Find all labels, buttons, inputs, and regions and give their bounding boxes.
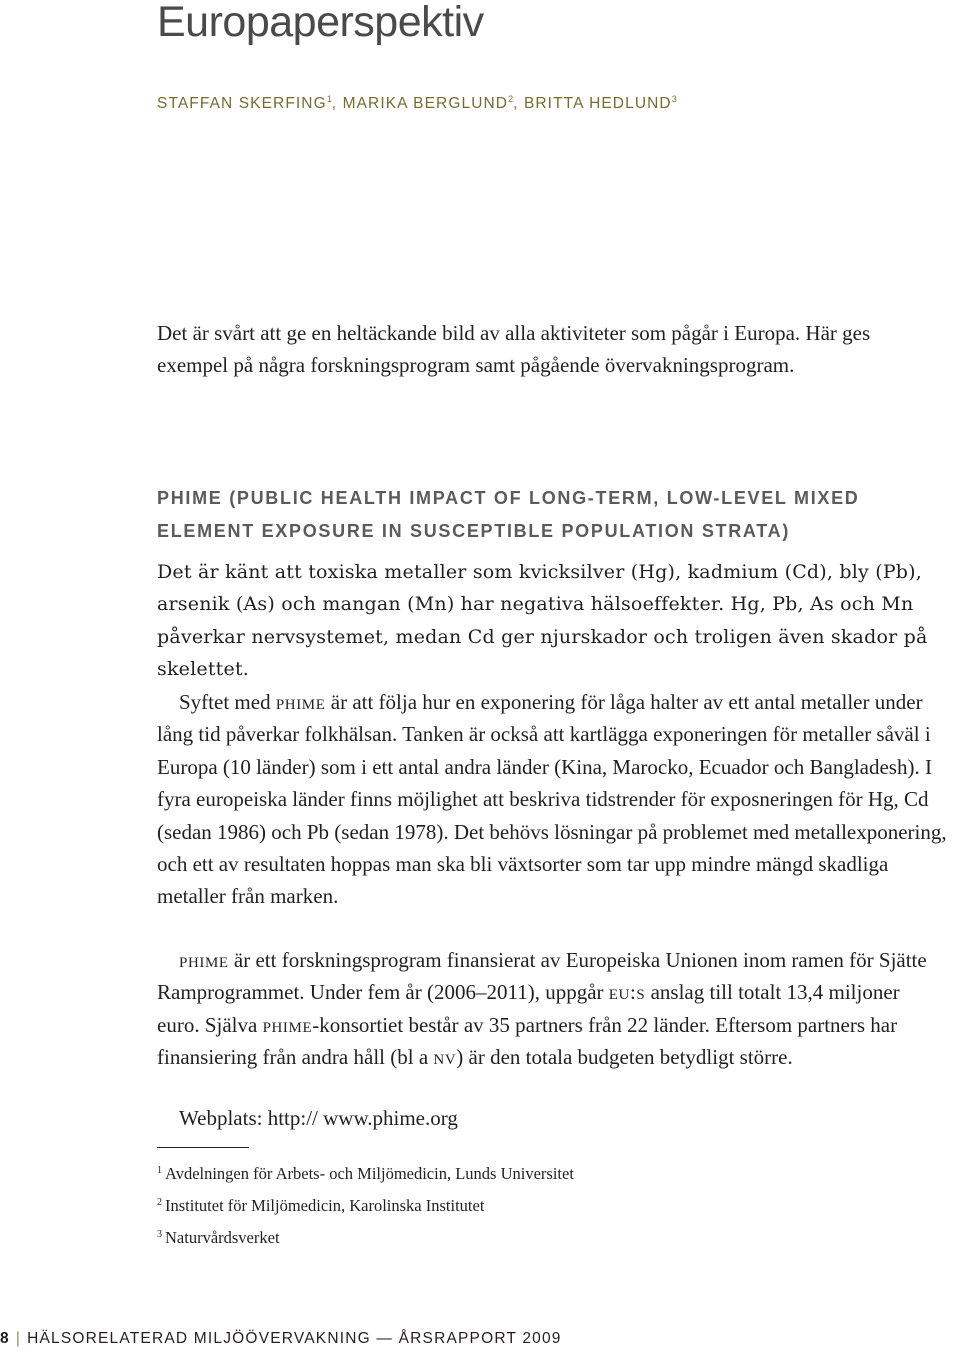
author-name: STAFFAN SKERFING xyxy=(157,95,327,113)
footnote-text: Naturvårdsverket xyxy=(165,1228,280,1247)
footnote xyxy=(157,1164,574,1184)
footer-separator: | xyxy=(15,1330,22,1347)
footnote-divider xyxy=(157,1147,249,1148)
footnote-text: Avdelningen för Arbets- och Miljömedicin, Lunds Universitet xyxy=(165,1164,574,1183)
running-title: HÄLSORELATERAD MILJÖÖVERVAKNING — ÅRSRAPPORT 2009 xyxy=(27,1330,562,1347)
author-ref: 3 xyxy=(671,94,677,104)
acronym-phime: phime xyxy=(275,690,326,714)
acronym-phime: phime xyxy=(262,1012,313,1037)
body-paragraph: Det är känt att toxiska metaller som kvicksilver (Hg), kadmium (Cd), bly (Pb), arsenik (As) och mangan (Mn) har negativa hälsoeffekter. Hg, Pb, As och Mn påverkar nervsystemet, medan Cd ger njurskador och troligen även skador på skelettet. xyxy=(157,561,928,681)
footnote-text: Institutet för Miljömedicin, Karolinska Institutet xyxy=(165,1196,485,1215)
page-number: 8 xyxy=(0,1330,10,1347)
text-run: -konsortiet består av 35 partners från 22 länder. Eftersom partners har finansiering från andra håll (bl a xyxy=(157,1012,898,1070)
page-footer xyxy=(0,1330,562,1348)
acronym-phime: phime xyxy=(179,948,229,972)
author-line: STAFFAN SKERFING$^1$, MARIKA BERGLUND$^2$, BRITTA HEDLUND$^3$ xyxy=(157,94,677,113)
body-paragraph xyxy=(157,686,947,913)
footnote-ref: 2 xyxy=(157,1196,162,1208)
section-heading xyxy=(157,482,860,548)
section-heading-line: ELEMENT EXPOSURE IN SUSCEPTIBLE POPULATION STRATA) xyxy=(157,521,791,541)
author-name: BRITTA HEDLUND xyxy=(523,95,672,113)
footnote-ref: 1 xyxy=(157,1164,162,1176)
author-name: MARIKA BERGLUND xyxy=(342,95,509,113)
text-run: ) är den totala budgeten betydligt större. xyxy=(456,1045,793,1070)
text-run: anslag till totalt 13,4 miljoner euro. Själva xyxy=(157,980,900,1037)
footnote xyxy=(157,1196,484,1216)
author-ref: 1 xyxy=(326,94,332,104)
body-paragraph xyxy=(157,944,947,1074)
website-line: Webplats: http:// www.phime.org xyxy=(179,1106,458,1130)
author-ref: 2 xyxy=(508,94,514,104)
footnote xyxy=(157,1228,280,1248)
footnote-ref: 3 xyxy=(157,1228,162,1240)
intro-paragraph: Det är svårt att ge en heltäckande bild av alla aktiviteter som pågår i Europa. Här ges exempel på några forskningsprogram samt pågående övervakningsprogram. xyxy=(157,321,871,377)
page-title: Europaperspektiv xyxy=(157,0,484,46)
acronym-eu: eu:s xyxy=(608,980,646,1005)
acronym-nv: nv xyxy=(433,1045,457,1070)
text-run: Syftet med xyxy=(179,690,271,714)
text-run: är ett forskningsprogram finansierat av Europeiska Unionen inom ramen för Sjätte Ramprogrammet. Under fem år (2006–2011), uppgår xyxy=(157,948,927,1005)
section-heading-line: PHIME (PUBLIC HEALTH IMPACT OF LONG-TERM, LOW-LEVEL MIXED xyxy=(157,488,860,508)
text-run: är att följa hur en exponering för låga halter av ett antal metaller under lång tid påverkar folkhälsan. Tanken är också att kartlägga exponeringen för metaller såväl i Europa (10 länder) som i ett antal andra länder (Kina, Marocko, Ecuador och Bangladesh). I fyra europeiska länder finns möjlighet att beskriva tidstrender för exposneringen för Hg, Cd (sedan 1986) och Pb (sedan 1978). Det behövs lösningar på problemet med metallexponering, och ett av resultaten hoppas man ska bli växtsorter som tar upp mindre mängd skadliga metaller från marken. xyxy=(157,690,947,909)
